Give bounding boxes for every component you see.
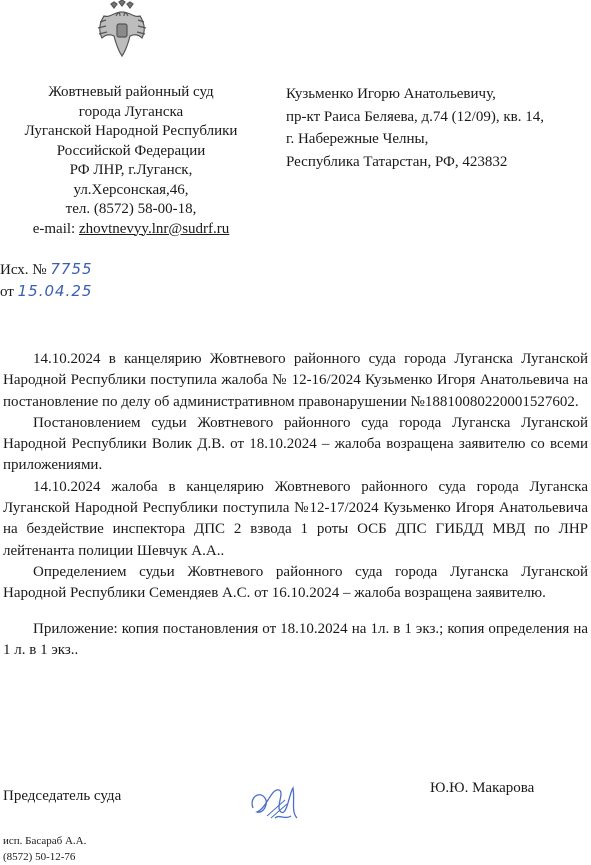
signatory-position: Председатель суда (3, 788, 122, 804)
recipient-line: г. Набережные Челны, (286, 131, 429, 147)
outgoing-number-label: Исх. № (0, 262, 47, 278)
sender-address-block (0, 83, 262, 239)
body-paragraph: Определением судьи Жовтневого районного суда города Луганска Луганской Народной Республики Семендяев А.С. от 16.10.2024 – жалоба возращена заявителю. (3, 563, 588, 602)
recipient-address-block (286, 83, 591, 173)
outgoing-date-value: 15.04.25 (17, 282, 93, 300)
sender-line: Российской Федерации (56, 142, 206, 159)
handwritten-signature (245, 778, 305, 826)
executor-name: исп. Басараб А.А. (3, 835, 87, 847)
sender-line: РФ ЛНР, г.Луганск, (69, 162, 193, 178)
body-paragraph: Постановлением судьи Жовтневого районного суда города Луганска Луганской Народной Республики Волик Д.В. от 18.10.2024 – жалоба возращена заявителю со всеми приложениями. (3, 414, 588, 474)
body-paragraph: 14.10.2024 в канцелярию Жовтневого районного суда города Луганска Луганской Народной Республики поступила жалоба № 12-16/2024 Кузьменко Игоря Анатольевича на постановление по делу об административном правонарушении №18810080220001527602. (3, 351, 588, 410)
sender-line: города Луганска (78, 103, 184, 120)
attachment-paragraph: Приложение: копия постановления от 18.10.2024 на 1л. в 1 экз.; копия определения на 1 л. в 1 экз.. (3, 620, 588, 658)
recipient-line: пр-кт Раиса Беляева, д.74 (12/09), кв. 14, (286, 108, 544, 125)
coat-of-arms-emblem (92, 0, 152, 60)
signatory-name: Ю.Ю. Макарова (430, 780, 535, 796)
sender-line: тел. (8572) 58-00-18, (65, 201, 197, 217)
email-label: e-mail: (32, 220, 76, 237)
outgoing-number-block (0, 259, 93, 303)
executor-phone: (8572) 50-12-76 (3, 851, 76, 863)
body-paragraph: 14.10.2024 жалоба в канцелярию Жовтневого районного суда города Луганска Луганской Народной Республики поступила №12-17/2024 Кузьменко Игоря Анатольевича на бездействие инспектора ДПС 2 взвода 1 роты ОСБ ДПС ГИБДД МВД по ЛНР лейтенанта полиции Шевчук А.А.. (3, 478, 588, 559)
sender-line: Жовтневый районный суд (48, 84, 214, 100)
recipient-line: Кузьменко Игорю Анатольевичу, (286, 86, 496, 102)
recipient-line: Республика Татарстан, РФ, 423832 (286, 153, 508, 170)
outgoing-date-label: от (0, 284, 14, 300)
executor-block (3, 833, 86, 865)
sender-line: Луганской Народной Республики (24, 123, 238, 139)
sender-email-line (0, 220, 262, 240)
sender-line: ул.Херсонская,46, (73, 181, 189, 198)
letter-body (3, 349, 588, 661)
email-link[interactable]: zhovtnevyy.lnr@sudrf.ru (78, 220, 230, 237)
outgoing-number-value: 7755 (50, 260, 93, 278)
